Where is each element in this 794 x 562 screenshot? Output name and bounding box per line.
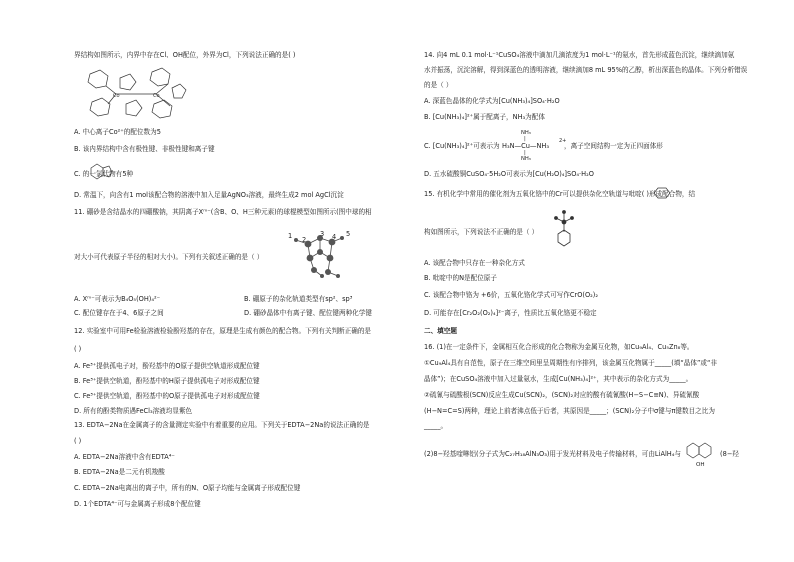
atom-label-2: 2 (302, 236, 307, 244)
section-fill-in-blank-heading: 二、填空题 (424, 327, 457, 335)
oh-label: OH (696, 462, 705, 468)
q12-option-b: B. Fe³⁺提供空轨道，酚羟基中的H原子提供孤电子对形成配位键 (74, 377, 260, 385)
nh3-bottom-label: NH₃ (521, 156, 531, 162)
question-11: 11. 硼砂是含结晶水的四硼酸钠，其阴离子Xᵐ⁻(含B、O、H三种元素)的球棍模型如图所示(图中球的相 (74, 208, 372, 216)
option-a: A. 中心离子Co²⁺的配位数为5 (74, 128, 161, 136)
q15-option-c: C. 该配合物中铬为 +6价，五氧化铬化学式可写作CrO(O₂)₂ (424, 291, 599, 299)
bond-bottom: | (524, 150, 526, 156)
svg-text:Co: Co (113, 93, 120, 99)
question-14: 14. 向4 mL 0.1 mol·L⁻¹CuSO₄溶液中滴加几滴浓度为1 mol·L⁻¹的氨水，首先形成蓝色沉淀，继续滴加氨 (424, 51, 735, 59)
q13-option-a: A. EDTA−2Na溶液中含有EDTA⁴⁻ (74, 453, 175, 461)
option-d: D. 常温下，向含有1 mol该配合物的溶液中加入足量AgNO₃溶液，最终生成2 mol AgCl沉淀 (74, 191, 344, 199)
q13-option-d: D. 1个EDTA⁴⁻可与金属离子形成8个配位键 (74, 500, 201, 508)
chromium-complex-structure-figure (550, 208, 580, 252)
question-16-line-6: _____。 (424, 422, 448, 430)
q14-option-b: B. [Cu(NH₃)₄]²⁺属于配离子，NH₃为配体 (424, 113, 545, 121)
q12-option-d: D. 所有的酚类物质遇FeCl₃溶液均显紫色 (74, 407, 193, 415)
q15-option-b: B. 吡啶中的N是配位原子 (424, 274, 497, 282)
h3n-cu-nh3-label: H₃N—Cu—NH₃ (502, 142, 550, 150)
question-14-line-2: 水并振荡，沉淀溶解，得到深蓝色的透明溶液，继续滴加8 mL 95%的乙醇，析出深蓝色的晶体。下列分析错误 (424, 66, 748, 74)
nh3-top-label: NH₃ (521, 130, 531, 136)
q14-option-d: D. 五水硫酸铜CuSO₄·5H₂O可表示为[Cu(H₂O)₄]SO₄·H₂O (424, 170, 594, 178)
right-column (424, 0, 748, 562)
question-13: 13. EDTA−2Na在金属离子的含量测定实验中有着重要的应用。下列关于EDTA−2Na的说法正确的是 (74, 421, 370, 429)
atom-label-4: 4 (332, 233, 337, 241)
option-c: C. 的一氯代物有5种 (74, 170, 134, 178)
q15-option-a: A. 该配合物中只存在一种杂化方式 (424, 259, 525, 267)
question-12: 12. 实验室中可用Fe检验溶液检验酚羟基的存在，原理是生成有颜色的配合物。下列有关判断正确的是 (74, 327, 372, 335)
question-12-paren: ( ) (74, 345, 82, 353)
8-hydroxyquinoline-structure-figure (684, 437, 718, 463)
question-16-part-2: (2)8−羟基喹啉铝(分子式为C₂₇H₁₈AlN₃O₃)用于发光材料及电子传输材料，可由LiAlH₄与 (424, 450, 681, 458)
question-14-line-3: 的是（ ） (424, 81, 453, 89)
bond-top: | (524, 136, 526, 142)
question-16-line-2: ①Cu₉Al₄具有自范性，原子在三维空间里呈周期性有序排列，该金属互化物属于_____(填“晶体”或“非 (424, 359, 718, 367)
atom-label-3: 3 (320, 230, 325, 238)
q11-option-b: B. 硼原子的杂化轨道类型有sp²、sp³ (244, 295, 353, 303)
q11-option-a: A. Xᵐ⁻可表示为B₄O₅(OH)₄²⁻ (74, 295, 161, 303)
question-13-paren: ( ) (74, 437, 82, 445)
svg-text:Co: Co (153, 93, 160, 99)
q15-option-d: D. 可能存在[Cr₂O₂(O₂)₄]²⁻离子，性质比五氧化铬更不稳定 (424, 309, 597, 317)
q14-option-c: C. [Cu(NH₃)₄]²⁺可表示为 (424, 142, 500, 150)
benzimidazole-structure-icon (88, 160, 114, 182)
question-15: 15. 有机化学中常用的催化剂为五氧化铬中的Cr可以提供杂化空轨道与吡啶( )形成配合物，结 (424, 190, 696, 198)
question-16-line-4: ②硫氰与硫酸根(SCN)反应生成Cu(SCN)₂，(SCN)₂对应的酸有硫氰酸(H−S−C≡N)、异硫氰酸 (424, 391, 700, 399)
q11-option-d: D. 硼砂晶体中有离子键、配位键两种化学键 (244, 309, 372, 317)
pyridine-ring-icon (650, 186, 674, 200)
question-11-continued: 对大小可代表原子半径的相对大小)。下列有关叙述正确的是（ ） (74, 253, 264, 261)
atom-label-1: 1 (288, 232, 293, 240)
q12-option-c: C. Fe³⁺提供空轨道，酚羟基中的O原子提供孤电子对形成配位键 (74, 392, 260, 400)
q14-option-c-tail: ，离子空间结构一定为正四面体形 (564, 142, 663, 150)
left-column (74, 0, 394, 562)
question-16: 16. (1)在一定条件下，金属相互化合形成的化合物称为金属互化物，如Cu₉Al₄、Cu₅Zn₈等。 (424, 343, 694, 351)
option-b: B. 该内界结构中含有极性键、非极性键和离子键 (74, 145, 215, 153)
q11-option-c: C. 配位键存在于4、6原子之间 (74, 309, 164, 317)
q12-option-a: A. Fe³⁺提供孤电子对，酚羟基中的O原子提供空轨道形成配位键 (74, 362, 260, 370)
question-15-line-2: 构如图所示，下列说法不正确的是（ ） (424, 228, 539, 236)
question-16-line-3: 晶体”)；在CuSO₄溶液中加入过量氨水，生成[Cu(NH₃)₄]²⁺，其中表示的杂化方式为_____。 (424, 375, 693, 383)
q13-option-c: C. EDTA−2Na电离出的离子中，所有的N、O原子均能与金属离子形成配位键 (74, 484, 301, 492)
charge-label: 2+ (559, 138, 567, 144)
atom-label-5: 5 (346, 230, 351, 238)
question-10-intro: 界结构如图所示，内界中存在Cl、OH配位，外界为Cl，下列说法正确的是( ) (74, 51, 296, 59)
q13-option-b: B. EDTA−2Na是二元有机羧酸 (74, 468, 165, 476)
q14-option-a: A. 深蓝色晶体的化学式为[Cu(NH₃)₄]SO₄·H₂O (424, 97, 560, 105)
cobalt-complex-structure-figure (80, 64, 192, 126)
question-16-line-5: (H−N=C=S)两种，理论上前者沸点低于后者，其原因是_____；(SCN)₂分子中σ键与π键数目之比为 (424, 407, 715, 415)
question-16-part-2-tail: (8−羟 (720, 450, 739, 458)
